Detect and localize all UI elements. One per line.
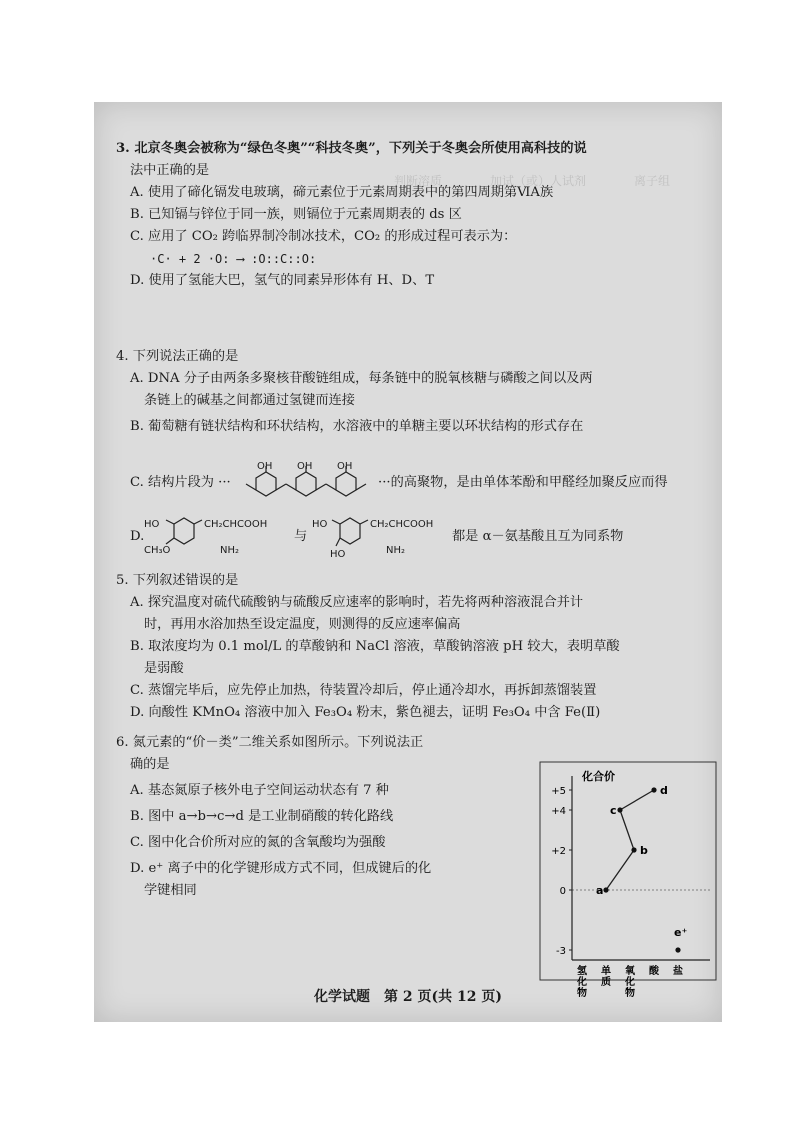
data-point-b bbox=[631, 847, 636, 852]
question-3-stem-cont: 法中正确的是 bbox=[130, 163, 210, 178]
valence-class-chart bbox=[540, 762, 716, 999]
x-category-label: 单 bbox=[601, 966, 611, 977]
chart-frame bbox=[540, 762, 716, 980]
option-4a: A. DNA 分子由两条多聚核苷酸链组成，每条链中的脱氧核糖与磷酸之间以及两 bbox=[130, 371, 593, 386]
chain-label: CH₂CHCOOH bbox=[370, 519, 434, 530]
option-5a: A. 探究温度对硫代硫酸钠与硫酸反应速率的影响时，若先将两种溶液混合并计 bbox=[130, 595, 584, 610]
chart-y-label: 化合价 bbox=[582, 770, 615, 783]
option-4d-post: 都是 α－氨基酸且互为同系物 bbox=[452, 529, 624, 544]
x-category-label: 化 bbox=[577, 977, 587, 988]
question-3 bbox=[116, 138, 706, 292]
ch3o-label: CH₃O bbox=[144, 545, 171, 556]
oh-label: OH bbox=[257, 461, 273, 472]
y-tick-label: +5 bbox=[551, 786, 566, 797]
chart-points bbox=[596, 784, 687, 953]
x-category-label: 质 bbox=[601, 977, 611, 988]
question-3-stem: 3. 北京冬奥会被称为“绿色冬奥”“科技冬奥”，下列关于冬奥会所使用高科技的说 bbox=[116, 141, 587, 156]
question-6-stem: 6. 氮元素的“价－类”二维关系如图所示。下列说法正 bbox=[116, 735, 424, 750]
option-4a-cont: 条链上的碱基之间都通过氢键而连接 bbox=[144, 393, 355, 408]
option-4c-post: ···的高聚物，是由单体苯酚和甲醛经加聚反应而得 bbox=[378, 475, 668, 490]
data-point-label: c bbox=[610, 804, 617, 817]
question-6-stem-cont: 确的是 bbox=[130, 757, 170, 772]
option-3a: A. 使用了碲化镉发电玻璃，碲元素位于元素周期表中的第四周期第ⅥA族 bbox=[130, 185, 554, 200]
oh-label: OH bbox=[297, 461, 313, 472]
ho-label: HO bbox=[144, 519, 160, 530]
option-3b: B. 已知镉与锌位于同一族，则镉位于元素周期表的 ds 区 bbox=[130, 207, 462, 222]
question-6 bbox=[116, 732, 536, 902]
y-tick-label: +4 bbox=[551, 806, 566, 817]
data-point-label: e⁺ bbox=[674, 926, 688, 939]
data-point-c bbox=[617, 807, 622, 812]
page-footer: 化学试题 第 2 页(共 12 页) bbox=[314, 989, 502, 1005]
ho-label: HO bbox=[312, 519, 328, 530]
data-point-label: a bbox=[596, 884, 604, 897]
option-6d-cont: 学键相同 bbox=[144, 883, 197, 898]
co2-formation-formula: ·C· + 2 ·O: ⟶ :O::C::O: bbox=[150, 252, 317, 266]
data-point-d bbox=[651, 787, 656, 792]
option-4d-mid: 与 bbox=[294, 529, 308, 544]
option-3c: C. 应用了 CO₂ 跨临界制冷制冰技术，CO₂ 的形成过程可表示为： bbox=[130, 229, 517, 244]
oh-label: OH bbox=[337, 461, 353, 472]
x-category-label: 氢 bbox=[577, 966, 587, 977]
x-category-label: 化 bbox=[625, 977, 635, 988]
question-5-stem: 5. 下列叙述错误的是 bbox=[116, 573, 239, 588]
option-6d: D. e⁺ 离子中的化学键形成方式不同，但成键后的化 bbox=[130, 861, 432, 876]
option-5a-cont: 时，再用水浴加热至设定温度，则测得的反应速率偏高 bbox=[144, 617, 461, 632]
question-5 bbox=[116, 570, 706, 724]
option-4b: B. 葡萄糖有链状结构和环状结构，水溶液中的单糖主要以环状结构的形式存在 bbox=[130, 419, 584, 434]
option-6c: C. 图中化合价所对应的氮的含氧酸均为强酸 bbox=[130, 835, 386, 850]
option-5d: D. 向酸性 KMnO₄ 溶液中加入 Fe₃O₄ 粉末，紫色褪去，证明 Fe₃O₄ 中含 Fe(Ⅱ) bbox=[130, 705, 601, 720]
option-4c bbox=[116, 461, 706, 496]
question-4 bbox=[116, 346, 706, 438]
chart-axes bbox=[572, 776, 710, 960]
data-point-e-plus bbox=[675, 947, 680, 952]
nh2-label: NH₂ bbox=[220, 545, 240, 556]
data-point-label: d bbox=[660, 784, 668, 797]
x-category-label: 酸 bbox=[649, 966, 659, 977]
chain-label: CH₂CHCOOH bbox=[204, 519, 268, 530]
data-point-a bbox=[603, 887, 608, 892]
x-category-label: 物 bbox=[577, 988, 587, 999]
x-category-label: 物 bbox=[625, 988, 635, 999]
y-tick-label: +2 bbox=[551, 846, 566, 857]
option-4d-pre: D. bbox=[130, 529, 145, 544]
option-5b: B. 取浓度均为 0.1 mol/L 的草酸钠和 NaCl 溶液，草酸钠溶液 pH 较大，表明草酸 bbox=[130, 639, 620, 654]
y-tick-label: -3 bbox=[556, 946, 566, 957]
ho-label: HO bbox=[330, 549, 346, 560]
question-4-stem: 4. 下列说法正确的是 bbox=[116, 349, 239, 364]
option-3d: D. 使用了氢能大巴，氢气的同素异形体有 H、D、T bbox=[130, 273, 435, 288]
option-5c: C. 蒸馏完毕后，应先停止加热，待装置冷却后，停止通冷却水，再拆卸蒸馏装置 bbox=[130, 683, 597, 698]
option-4c-pre: C. 结构片段为 ··· bbox=[130, 475, 231, 490]
exam-page bbox=[94, 102, 722, 1022]
x-category-label: 氧 bbox=[625, 966, 635, 977]
y-tick-label: 0 bbox=[559, 886, 566, 897]
option-6a: A. 基态氮原子核外电子空间运动状态有 7 种 bbox=[130, 783, 389, 798]
nh2-label: NH₂ bbox=[386, 545, 406, 556]
option-4d bbox=[116, 512, 706, 558]
chart-y-ticks bbox=[551, 786, 572, 957]
benzene-ring-1 bbox=[164, 512, 204, 556]
option-6b: B. 图中 a→b→c→d 是工业制硝酸的转化路线 bbox=[130, 809, 394, 824]
option-5b-cont: 是弱酸 bbox=[144, 661, 184, 676]
data-point-label: b bbox=[640, 844, 648, 857]
x-category-label: 盐 bbox=[673, 966, 683, 977]
bleed-through-text: 判断溶质 加试（或）人试剂 离子组 bbox=[394, 174, 671, 188]
